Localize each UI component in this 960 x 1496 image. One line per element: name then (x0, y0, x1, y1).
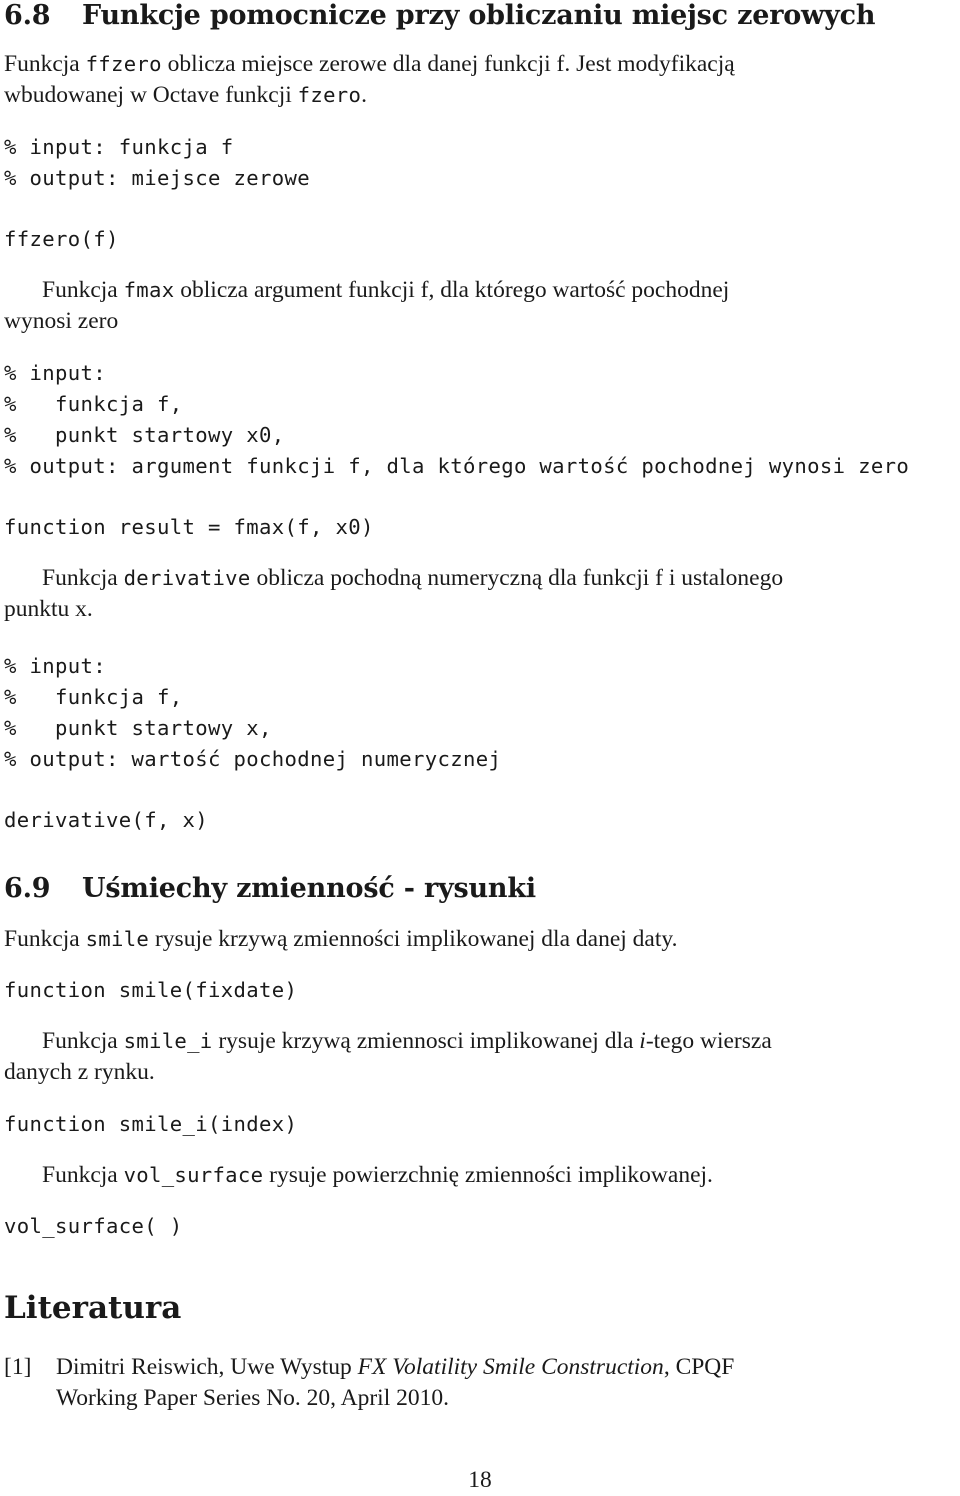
paragraph-smile-i (4, 1026, 772, 1057)
bibliography-heading: Literatura (4, 1290, 182, 1326)
code-vol-surface-call: vol_surface( ) (4, 1214, 183, 1238)
inline-code-ffzero: ffzero (85, 52, 162, 76)
section-number: 6.8 (4, 0, 51, 31)
text: oblicza argument funkcji f, dla którego wartość pochodnej (174, 277, 730, 303)
code-line: % output: miejsce zerowe (4, 166, 310, 190)
section-heading-6-9 (4, 873, 536, 905)
section-title: Funkcje pomocnicze przy obliczaniu miejsc zerowych (82, 0, 876, 31)
paragraph-fmax-cont: wynosi zero (4, 308, 119, 334)
text: Funkcja (4, 926, 86, 952)
inline-code-derivative: derivative (123, 566, 251, 590)
text: . (361, 82, 368, 108)
paragraph-smile (4, 924, 677, 955)
code-ffzero-call: ffzero(f) (4, 227, 119, 251)
code-line: % input: (4, 361, 106, 385)
text: Funkcja (42, 565, 124, 591)
code-comment-fmax (4, 358, 909, 482)
text: oblicza miejsce zerowe dla danej funkcji f. Jest modyfikacją (161, 51, 735, 77)
reference-body (56, 1352, 934, 1414)
code-fmax-call: function result = fmax(f, x0) (4, 515, 374, 539)
text: -tego wiersza (645, 1028, 772, 1054)
code-line: % funkcja f, (4, 685, 183, 709)
reference-1 (4, 1352, 934, 1414)
text: , CPQF (663, 1354, 735, 1380)
text: rysuje powierzchnię zmienności implikowanej. (263, 1162, 713, 1188)
text: Funkcja (42, 277, 124, 303)
text: oblicza pochodną numeryczną dla funkcji f i ustalonego (250, 565, 784, 591)
reference-title: FX Volatility Smile Construction (357, 1354, 664, 1380)
code-line: % input: (4, 654, 106, 678)
text: Working Paper Series No. 20, April 2010. (56, 1385, 449, 1411)
inline-code-smile-i: smile_i (123, 1029, 213, 1053)
paragraph-fmax (4, 275, 729, 306)
section-number: 6.9 (4, 873, 51, 904)
paragraph-smile-i-cont: danych z rynku. (4, 1059, 155, 1085)
code-smile-i-call: function smile_i(index) (4, 1112, 298, 1136)
text: Funkcja (42, 1162, 124, 1188)
inline-code-smile: smile (85, 927, 150, 951)
text: wbudowanej w Octave funkcji (4, 82, 298, 108)
code-line: % input: funkcja f (4, 135, 234, 159)
paragraph-vol-surface (4, 1160, 713, 1191)
code-derivative-call: derivative(f, x) (4, 808, 208, 832)
inline-code-fmax: fmax (123, 278, 175, 302)
text: rysuje krzywą zmiennosci implikowanej dla (212, 1028, 640, 1054)
page-number: 18 (468, 1467, 492, 1493)
code-smile-call: function smile(fixdate) (4, 978, 298, 1002)
code-comment-derivative (4, 651, 501, 775)
text: Funkcja (42, 1028, 124, 1054)
code-line: % output: wartość pochodnej numerycznej (4, 747, 502, 771)
inline-code-fzero: fzero (297, 83, 362, 107)
code-line: % funkcja f, (4, 392, 183, 416)
text: rysuje krzywą zmienności implikowanej dla danej daty. (149, 926, 678, 952)
text: Funkcja (4, 51, 86, 77)
italic-i: i (639, 1028, 646, 1054)
code-line: % punkt startowy x0, (4, 423, 285, 447)
paragraph-ffzero (4, 49, 735, 111)
code-comment-ffzero (4, 132, 310, 194)
reference-label: [1] (4, 1354, 32, 1380)
section-title: Uśmiechy zmienność - rysunki (82, 873, 536, 904)
code-line: % punkt startowy x, (4, 716, 272, 740)
paragraph-derivative-cont: punktu x. (4, 596, 93, 622)
code-line: % output: argument funkcji f, dla którego wartość pochodnej wynosi zero (4, 454, 910, 478)
reference-authors: Dimitri Reiswich, Uwe Wystup (56, 1354, 358, 1380)
paragraph-derivative (4, 563, 783, 594)
section-heading-6-8 (4, 0, 875, 32)
inline-code-vol-surface: vol_surface (123, 1163, 264, 1187)
